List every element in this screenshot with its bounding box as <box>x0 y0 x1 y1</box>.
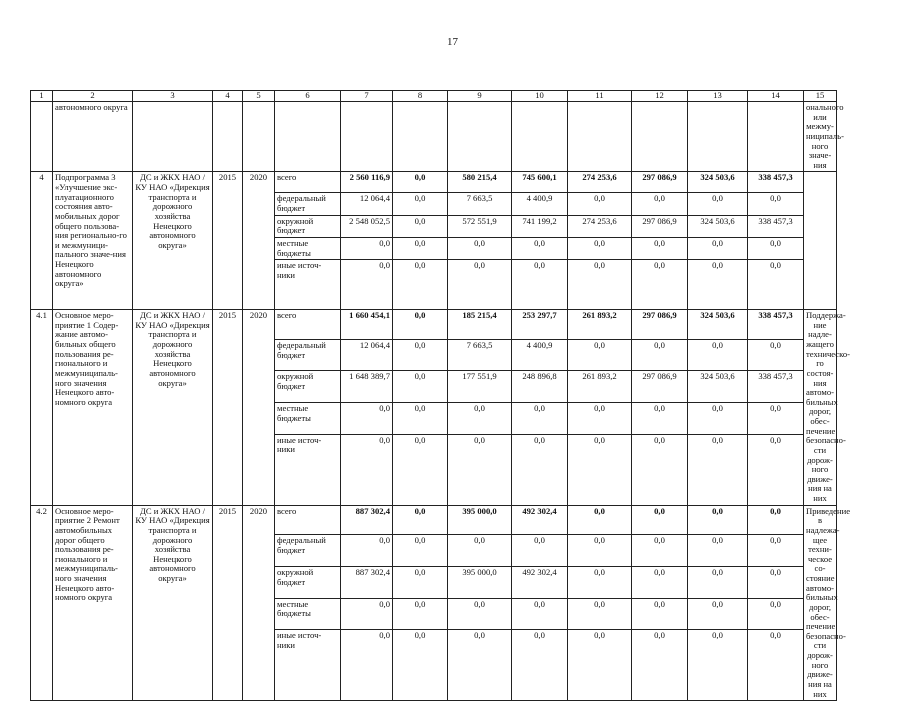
funding-source-label: окружной бюджет <box>275 566 341 598</box>
section-executor: ДС и ЖКХ НАО / КУ НАО «Дирекция транспорта и дорожного хозяйства Ненецкого автономного округа» <box>133 172 213 310</box>
table-row <box>31 172 837 193</box>
amount-cell: 0,0 <box>568 505 632 535</box>
amount-cell: 0,0 <box>632 237 688 259</box>
funding-source-label: иные источ-ники <box>275 260 341 310</box>
amount-cell: 0,0 <box>341 434 393 505</box>
amount-cell: 0,0 <box>568 403 632 435</box>
amount-cell: 297 086,9 <box>632 310 688 340</box>
amount-cell: 741 199,2 <box>512 215 568 237</box>
amount-cell: 0,0 <box>341 237 393 259</box>
amount-cell: 0,0 <box>748 260 804 310</box>
section-result <box>804 172 837 310</box>
amount-cell: 12 064,4 <box>341 193 393 215</box>
amount-cell: 0,0 <box>512 535 568 567</box>
amount-cell: 4 400,9 <box>512 193 568 215</box>
section-number: 4.1 <box>31 310 53 506</box>
amount-cell: 2 560 116,9 <box>341 172 393 193</box>
amount-cell: 324 503,6 <box>688 310 748 340</box>
amount-cell: 572 551,9 <box>448 215 512 237</box>
amount-cell: 177 551,9 <box>448 371 512 403</box>
column-number: 11 <box>568 91 632 102</box>
amount-cell: 0,0 <box>393 193 448 215</box>
section-start-year: 2015 <box>213 172 243 310</box>
amount-cell: 0,0 <box>393 172 448 193</box>
amount-cell: 0,0 <box>393 434 448 505</box>
amount-cell: 0,0 <box>393 339 448 371</box>
amount-cell: 0,0 <box>688 505 748 535</box>
amount-cell: 745 600,1 <box>512 172 568 193</box>
amount-cell: 12 064,4 <box>341 339 393 371</box>
amount-cell: 0,0 <box>688 339 748 371</box>
column-number: 13 <box>688 91 748 102</box>
amount-cell: 0,0 <box>748 237 804 259</box>
column-number: 6 <box>275 91 341 102</box>
amount-cell: 0,0 <box>632 505 688 535</box>
column-number: 14 <box>748 91 804 102</box>
section-start-year: 2015 <box>213 310 243 506</box>
amount-cell: 0,0 <box>688 403 748 435</box>
amount-cell: 274 253,6 <box>568 172 632 193</box>
amount-cell: 0,0 <box>568 260 632 310</box>
amount-cell: 0,0 <box>448 598 512 630</box>
amount-cell: 0,0 <box>632 566 688 598</box>
amount-cell: 0,0 <box>341 535 393 567</box>
column-number: 5 <box>243 91 275 102</box>
column-number: 3 <box>133 91 213 102</box>
amount-cell: 7 663,5 <box>448 339 512 371</box>
amount-cell: 0,0 <box>688 434 748 505</box>
funding-source-label: федеральный бюджет <box>275 535 341 567</box>
funding-source-label: местные бюджеты <box>275 598 341 630</box>
amount-cell: 1 660 454,1 <box>341 310 393 340</box>
amount-cell: 395 000,0 <box>448 566 512 598</box>
amount-cell: 0,0 <box>568 566 632 598</box>
section-name: Основное меро-приятие 1 Содер-жание автомо-бильных общего пользования ре-гионального и межмуниципаль-ного значения Ненецкого авто-номного округа <box>53 310 133 506</box>
section-result: Поддержа-ние надле-жащего техническо-го состоя-ния автомо-бильных дорог, обес-печение безопасно-сти дорож-ного движе-ния на них <box>804 310 837 506</box>
amount-cell: 0,0 <box>688 260 748 310</box>
amount-cell: 297 086,9 <box>632 215 688 237</box>
section-number: 4 <box>31 172 53 310</box>
amount-cell: 0,0 <box>448 434 512 505</box>
amount-cell: 0,0 <box>748 193 804 215</box>
amount-cell: 0,0 <box>568 434 632 505</box>
funding-source-label: местные бюджеты <box>275 403 341 435</box>
amount-cell: 338 457,3 <box>748 371 804 403</box>
amount-cell: 297 086,9 <box>632 172 688 193</box>
amount-cell: 0,0 <box>688 566 748 598</box>
funding-source-label: окружной бюджет <box>275 215 341 237</box>
amount-cell: 2 548 052,5 <box>341 215 393 237</box>
funding-source-label: федеральный бюджет <box>275 193 341 215</box>
amount-cell: 0,0 <box>748 403 804 435</box>
amount-cell: 0,0 <box>341 260 393 310</box>
amount-cell: 0,0 <box>341 598 393 630</box>
amount-cell: 0,0 <box>512 434 568 505</box>
amount-cell: 492 302,4 <box>512 566 568 598</box>
amount-cell: 0,0 <box>341 403 393 435</box>
column-number: 8 <box>393 91 448 102</box>
amount-cell: 0,0 <box>632 193 688 215</box>
funding-source-label: всего <box>275 310 341 340</box>
amount-cell: 261 893,2 <box>568 371 632 403</box>
column-number: 2 <box>53 91 133 102</box>
continuation-result: онального или межму-ниципаль-ного значе-ния <box>804 102 837 172</box>
amount-cell: 0,0 <box>448 260 512 310</box>
section-end-year: 2020 <box>243 505 275 701</box>
amount-cell: 248 896,8 <box>512 371 568 403</box>
amount-cell: 324 503,6 <box>688 172 748 193</box>
funding-source-label: иные источ-ники <box>275 630 341 701</box>
amount-cell: 492 302,4 <box>512 505 568 535</box>
amount-cell: 0,0 <box>512 260 568 310</box>
amount-cell: 0,0 <box>632 535 688 567</box>
amount-cell: 0,0 <box>341 630 393 701</box>
amount-cell: 0,0 <box>632 630 688 701</box>
amount-cell: 253 297,7 <box>512 310 568 340</box>
amount-cell: 1 648 389,7 <box>341 371 393 403</box>
amount-cell: 887 302,4 <box>341 566 393 598</box>
amount-cell: 0,0 <box>568 535 632 567</box>
amount-cell: 0,0 <box>512 630 568 701</box>
amount-cell: 0,0 <box>393 260 448 310</box>
column-number: 10 <box>512 91 568 102</box>
amount-cell: 0,0 <box>632 434 688 505</box>
amount-cell: 0,0 <box>448 535 512 567</box>
amount-cell: 0,0 <box>568 237 632 259</box>
amount-cell: 0,0 <box>688 630 748 701</box>
amount-cell: 4 400,9 <box>512 339 568 371</box>
amount-cell: 0,0 <box>393 630 448 701</box>
funding-source-label: всего <box>275 505 341 535</box>
amount-cell: 324 503,6 <box>688 371 748 403</box>
table-row <box>31 505 837 535</box>
amount-cell: 580 215,4 <box>448 172 512 193</box>
amount-cell: 0,0 <box>748 339 804 371</box>
funding-source-label: иные источ-ники <box>275 434 341 505</box>
amount-cell: 297 086,9 <box>632 371 688 403</box>
amount-cell: 0,0 <box>512 598 568 630</box>
section-end-year: 2020 <box>243 172 275 310</box>
section-end-year: 2020 <box>243 310 275 506</box>
column-number: 1 <box>31 91 53 102</box>
column-number-row <box>31 91 837 102</box>
amount-cell: 0,0 <box>632 403 688 435</box>
amount-cell: 0,0 <box>393 310 448 340</box>
column-number: 7 <box>341 91 393 102</box>
page-number: 17 <box>447 36 458 48</box>
amount-cell: 0,0 <box>748 630 804 701</box>
amount-cell: 0,0 <box>688 193 748 215</box>
continuation-row <box>31 102 837 172</box>
amount-cell: 0,0 <box>393 598 448 630</box>
amount-cell: 0,0 <box>688 535 748 567</box>
section-result: Приведение в надлежа-щее техни-ческое со-стояние автомо-бильных дорог, обес-печение безопасно-сти дорож-ного движе-ния на них <box>804 505 837 701</box>
amount-cell: 0,0 <box>748 566 804 598</box>
program-table <box>30 90 851 701</box>
amount-cell: 0,0 <box>748 598 804 630</box>
amount-cell: 338 457,3 <box>748 172 804 193</box>
amount-cell: 887 302,4 <box>341 505 393 535</box>
amount-cell: 0,0 <box>748 434 804 505</box>
amount-cell: 0,0 <box>568 193 632 215</box>
amount-cell: 7 663,5 <box>448 193 512 215</box>
amount-cell: 261 893,2 <box>568 310 632 340</box>
amount-cell: 0,0 <box>748 505 804 535</box>
amount-cell: 0,0 <box>512 403 568 435</box>
column-number: 12 <box>632 91 688 102</box>
amount-cell: 0,0 <box>393 215 448 237</box>
amount-cell: 0,0 <box>568 630 632 701</box>
section-start-year: 2015 <box>213 505 243 701</box>
amount-cell: 0,0 <box>393 403 448 435</box>
amount-cell: 0,0 <box>393 505 448 535</box>
amount-cell: 0,0 <box>512 237 568 259</box>
amount-cell: 0,0 <box>632 260 688 310</box>
amount-cell: 0,0 <box>568 339 632 371</box>
section-name: Основное меро-приятие 2 Ремонт автомобильных дорог общего пользования ре-гионального и межмуниципаль-ного значения Ненецкого авто-номного округа <box>53 505 133 701</box>
section-executor: ДС и ЖКХ НАО / КУ НАО «Дирекция транспорта и дорожного хозяйства Ненецкого автономного округа» <box>133 310 213 506</box>
amount-cell: 185 215,4 <box>448 310 512 340</box>
amount-cell: 0,0 <box>393 566 448 598</box>
continuation-name: автономного округа <box>53 102 133 172</box>
section-name: Подпрограмма 3 «Улучшение экс-плуатационного состояния авто-мобильных дорог общего пользова-ния регионально-го и межмуници-пального значе-ния Ненецкого автономного округа» <box>53 172 133 310</box>
amount-cell: 0,0 <box>393 237 448 259</box>
funding-source-label: всего <box>275 172 341 193</box>
column-number: 9 <box>448 91 512 102</box>
funding-source-label: федеральный бюджет <box>275 339 341 371</box>
amount-cell: 0,0 <box>632 339 688 371</box>
amount-cell: 324 503,6 <box>688 215 748 237</box>
amount-cell: 338 457,3 <box>748 215 804 237</box>
amount-cell: 0,0 <box>688 598 748 630</box>
column-number: 4 <box>213 91 243 102</box>
amount-cell: 0,0 <box>748 535 804 567</box>
amount-cell: 0,0 <box>632 598 688 630</box>
amount-cell: 338 457,3 <box>748 310 804 340</box>
table-row <box>31 310 837 340</box>
amount-cell: 0,0 <box>393 535 448 567</box>
amount-cell: 0,0 <box>688 237 748 259</box>
amount-cell: 0,0 <box>448 237 512 259</box>
amount-cell: 0,0 <box>448 403 512 435</box>
amount-cell: 0,0 <box>393 371 448 403</box>
amount-cell: 395 000,0 <box>448 505 512 535</box>
funding-source-label: местные бюджеты <box>275 237 341 259</box>
section-number: 4.2 <box>31 505 53 701</box>
funding-source-label: окружной бюджет <box>275 371 341 403</box>
section-executor: ДС и ЖКХ НАО / КУ НАО «Дирекция транспорта и дорожного хозяйства Ненецкого автономного округа» <box>133 505 213 701</box>
amount-cell: 0,0 <box>568 598 632 630</box>
amount-cell: 0,0 <box>448 630 512 701</box>
column-number: 15 <box>804 91 837 102</box>
amount-cell: 274 253,6 <box>568 215 632 237</box>
